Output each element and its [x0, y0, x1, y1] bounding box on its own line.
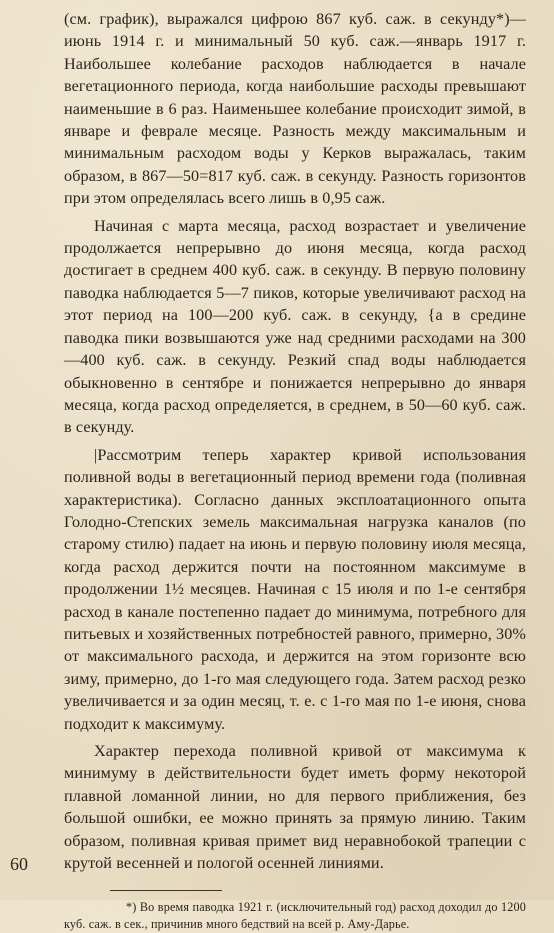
paragraph-irrigation-curve: Характер перехода поливной кривой от максимума к минимуму в действительности будет иметь форму некоторой плавной ломанной линии, но для первого приближения, без большой ошибки, ее можно принять за прямую линию. Таким образом, поливная кривая примет вид неравнобокой трапеции с крутой весенней и пологой осенней линиями.: [64, 742, 526, 873]
page-text-block: [64, 8, 526, 933]
footnote-divider: [110, 890, 222, 891]
page-number: 60: [10, 854, 28, 874]
paragraph-discharge-range: (см. график), выражался цифрою 867 куб. саж. в секунду*)—июнь 1914 г. и минимальный 50 куб. саж.—январь 1917 г. Наибольшее колебание расходов наблюдается в начале вегетационного периода, когда наибольшие расходы превышают наименьшие в 6 раз. Наименьшее колебание происходит зимой, в январе и феврале месяце. Разность между максимальным и минимальным расходом воды у Керков выражалась, таким образом, в 867—50=817 куб. саж. в секунду. Разность горизонтов при этом определялась всего лишь в 0,95 саж.: [64, 10, 526, 208]
footnote: *) Во время паводка 1921 г. (исключительный год) расход доходил до 1200 куб. саж. в сек., причинив много бедствий на всей р. Аму-Дарье.: [64, 900, 526, 932]
paragraph-flood-season: Начиная с марта месяца, расход возрастает и увеличение продолжается непрерывно до июня месяца, когда расход достигает в среднем 400 куб. саж. в секунду. В первую половину паводка наблюдается 5—7 пиков, которые увеличивают расход на этот период на 100—200 куб. саж. в секунду, {а в средине паводка пики возвышаются уже над средними расходами на 300—400 куб. саж. в секунду. Резкий спад воды наблюдается обыкновенно в сентябре и понижается непрерывно до января месяца, когда расход определяется, в среднем, в 50—60 куб. саж. в секунду.: [64, 216, 526, 437]
paragraph-irrigation-characteristic: |Рассмотрим теперь характер кривой использования поливной воды в вегетационный период времени года (поливная характеристика). Согласно данных эксплоатационного опыта Голодно-Степских земель максимальная нагрузка каналов (по старому стилю) падает на июнь и первую половину июля месяца, когда расход держится почти на постоянном максимуме в продолжении 1½ месяцев. Начиная с 15 июля и по 1-е сентября расход в канале постепенно падает до минимума, потребного для питьевых и хозяйственных потребностей равного, примерно, 30% от максимального расхода, и держится на этом горизонте всю зиму, примерно, до 1-го мая следующего года. Затем расход резко увеличивается и за один месяц, т. е. с 1-го мая по 1-е июня, снова подходит к максимуму.: [64, 445, 526, 733]
